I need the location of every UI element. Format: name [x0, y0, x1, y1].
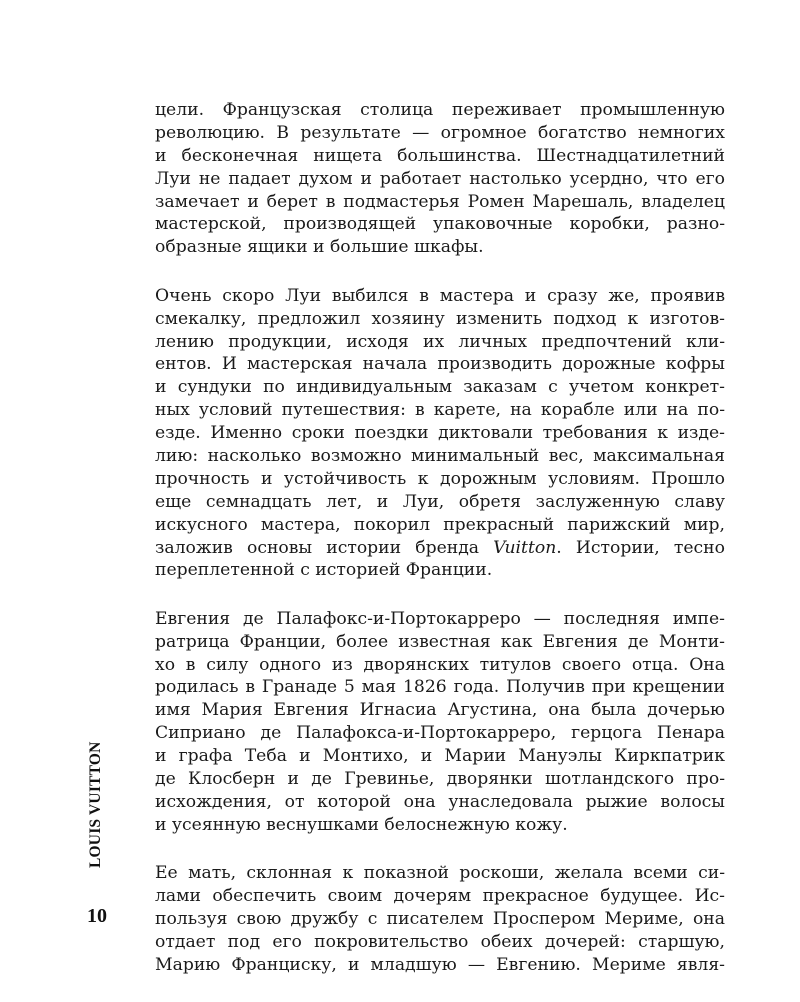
- text-line: еще семнадцать лет, и Луи, обретя заслуженную славу: [155, 491, 725, 512]
- text-line: смекалку, предложил хозяину изменить подход к изготов-: [155, 308, 725, 329]
- body-text: [155, 99, 725, 1002]
- text-line: хо в силу одного из дворянских титулов своего отца. Она: [155, 654, 725, 675]
- text-line: отдает под его покровительство обеих дочерей: старшую,: [155, 931, 725, 952]
- text-line: пользуя свою дружбу с писателем Проспером Мериме, она: [155, 909, 725, 929]
- text-line: Луи не падает духом и работает настолько усердно, что его: [155, 168, 725, 189]
- text-line: езде. Именно сроки поездки диктовали требования к изде-: [155, 423, 725, 444]
- text-line: революцию. В результате — огромное богатство немногих: [155, 122, 725, 143]
- text-line: лами обеспечить своим дочерям прекрасное будущее. Ис-: [155, 886, 725, 907]
- text-line: цели. Французская столица переживает промышленную: [155, 100, 725, 120]
- brand-name: Vuitton: [493, 537, 557, 558]
- text-line: и графа Теба и Монтихо, и Марии Мануэлы Киркпатрик: [155, 746, 725, 767]
- paragraph-4: [155, 862, 725, 976]
- text-segment: . Истории, тесно: [556, 537, 725, 558]
- text-line: родилась в Гранаде 5 мая 1826 года. Получив при крещении: [155, 677, 725, 698]
- running-head: LOUIS VUITTON: [87, 741, 104, 868]
- text-line: Ее мать, склонная к показной роскоши, желала всеми си-: [155, 863, 725, 884]
- text-line: и сундуки по индивидуальным заказам с учетом конкрет-: [155, 377, 725, 398]
- text-line: Евгения де Палафокс-и-Портокарреро — последняя импе-: [155, 608, 725, 629]
- text-line: ных условий путешествия: в карете, на корабле или на по-: [155, 400, 725, 421]
- text-line: прочность и устойчивость к дорожным условиям. Прошло: [155, 468, 725, 489]
- paragraph-1: [155, 99, 725, 259]
- text-line: и бесконечная нищета большинства. Шестнадцатилетний: [155, 145, 725, 166]
- page-number: 10: [87, 905, 107, 927]
- text-line: имя Мария Евгения Игнасиа Агустина, она была дочерью: [155, 700, 725, 721]
- paragraph-3: [155, 608, 725, 837]
- text-segment: заложив основы истории бренда: [155, 537, 480, 558]
- text-line: исхождения, от которой она унаследовала рыжие волосы: [155, 791, 725, 812]
- text-line: де Клосберн и де Гревинье, дворянки шотландского про-: [155, 769, 725, 790]
- text-line: Сиприано де Палафокса-и-Портокарреро, герцога Пенара: [155, 723, 725, 744]
- text-line: ратрица Франции, более известная как Евгения де Монти-: [155, 631, 725, 652]
- text-line: мастерской, производящей упаковочные коробки, разно-: [155, 214, 725, 235]
- text-line: образные ящики и большие шкафы.: [155, 237, 484, 258]
- text-line: Марию Франциску, и младшую — Евгению. Мериме явля-: [155, 954, 725, 975]
- text-line: замечает и берет в подмастерья Ромен Марешаль, владелец: [155, 191, 725, 212]
- text-line: искусного мастера, покорил прекрасный парижский мир,: [155, 514, 725, 535]
- text-line: ентов. И мастерская начала производить дорожные кофры: [155, 354, 725, 375]
- text-line-with-brand: [155, 537, 725, 560]
- text-line: переплетенной с историей Франции.: [155, 560, 493, 581]
- paragraph-2: [155, 285, 725, 583]
- text-line: Очень скоро Луи выбился в мастера и сразу же, проявив: [155, 285, 725, 306]
- text-line: лию: насколько возможно минимальный вес, максимальная: [155, 445, 725, 466]
- text-line: лению продукции, исходя их личных предпочтений кли-: [155, 331, 725, 352]
- text-line: и усеянную веснушками белоснежную кожу.: [155, 814, 568, 835]
